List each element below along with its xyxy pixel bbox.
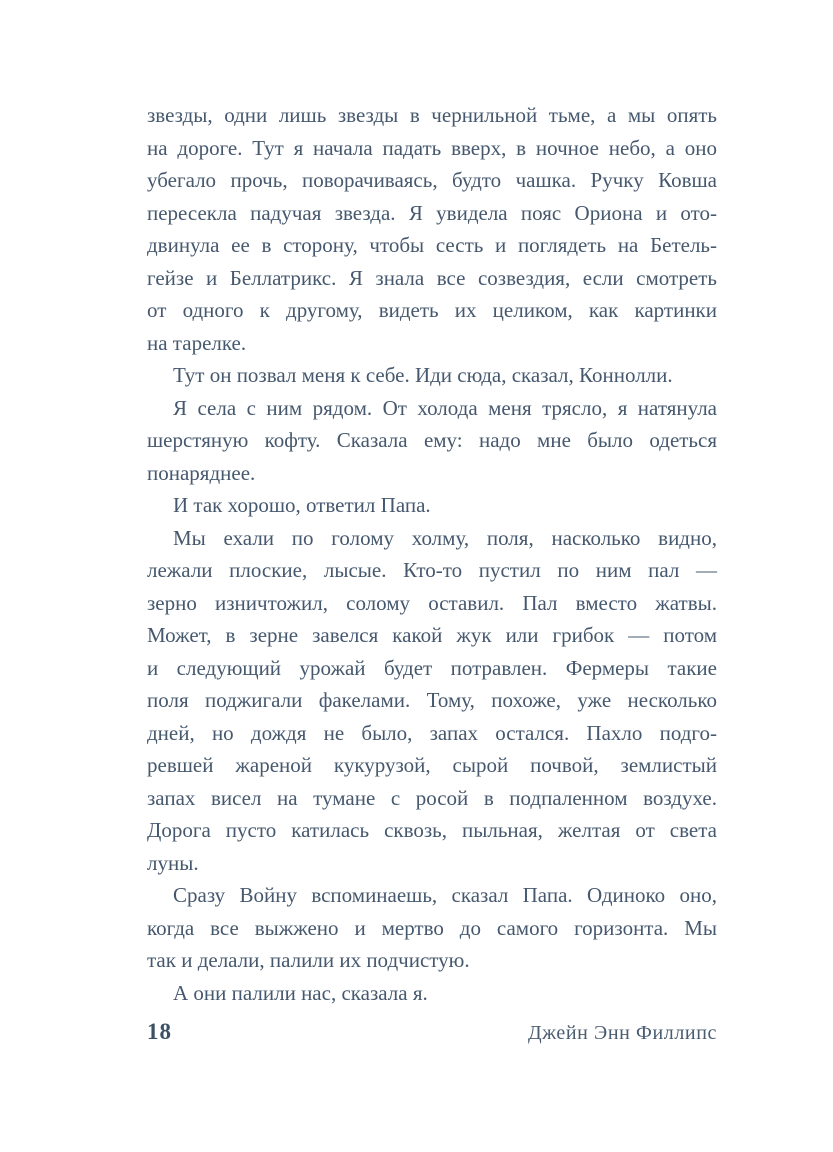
text-line: и следующий урожай будет потравлен. Фермеры такие xyxy=(147,655,717,680)
text-line: убегало прочь, поворачиваясь, будто чашка. Ручку Ковша xyxy=(147,168,717,192)
page-footer xyxy=(147,1019,717,1045)
running-author: Джейн Энн Филлипс xyxy=(527,1022,717,1044)
text-line: пересекла падучая звезда. Я увидела пояс Ориона и ото- xyxy=(147,200,717,225)
text-line: на дороге. Тут я начала падать вверх, в ночное небо, а оно xyxy=(147,135,717,160)
text-line: зерно изничтожил, солому оставил. Пал вместо жатвы. xyxy=(147,590,717,615)
text-line: поля поджигали факелами. Тому, похоже, уже несколько xyxy=(147,688,717,712)
text-line: шерстяную кофту. Сказала ему: надо мне было одеться xyxy=(147,428,717,452)
text-line: так и делали, палили их подчистую. xyxy=(147,948,470,972)
text-line: луны. xyxy=(147,850,199,875)
text-block xyxy=(147,99,717,1009)
text-line: Может, в зерне завелся какой жук или грибок — потом xyxy=(147,623,717,647)
text-line: двинула ее в сторону, чтобы сесть и поглядеть на Бетель- xyxy=(147,233,717,257)
text-line: ревшей жареной кукурузой, сырой почвой, землистый xyxy=(147,753,717,777)
text-line: понаряднее. xyxy=(147,460,256,485)
text-line: Сразу Войну вспоминаешь, сказал Папа. Одиноко оно, xyxy=(173,883,717,907)
text-line: А они палили нас, сказала я. xyxy=(173,980,428,1005)
text-line: лежали плоские, лысые. Кто-то пустил по ним пал — xyxy=(147,558,717,582)
text-line: Тут он позвал меня к себе. Иди сюда, сказал, Коннолли. xyxy=(173,363,673,387)
text-line: на тарелке. xyxy=(147,330,247,355)
text-line: звезды, одни лишь звезды в чернильной тьме, а мы опять xyxy=(147,103,717,127)
text-line: Я села с ним рядом. От холода меня трясло, я натянула xyxy=(173,395,717,420)
text-line: запах висел на тумане с росой в подпаленном воздухе. xyxy=(147,785,717,810)
text-line: когда все выжжено и мертво до самого горизонта. Мы xyxy=(147,915,717,940)
text-line: дней, но дождя не было, запах остался. Пахло подго- xyxy=(147,720,717,745)
text-line: гейзе и Беллатрикс. Я знала все созвездия, если смотреть xyxy=(147,265,717,290)
text-line: И так хорошо, ответил Папа. xyxy=(173,493,431,517)
text-line: Дорога пусто катилась сквозь, пыльная, желтая от света xyxy=(147,818,717,842)
text-line: Мы ехали по голому холму, поля, насколько видно, xyxy=(173,525,717,550)
page-number: 18 xyxy=(147,1019,172,1044)
text-line: от одного к другому, видеть их целиком, как картинки xyxy=(147,298,717,322)
